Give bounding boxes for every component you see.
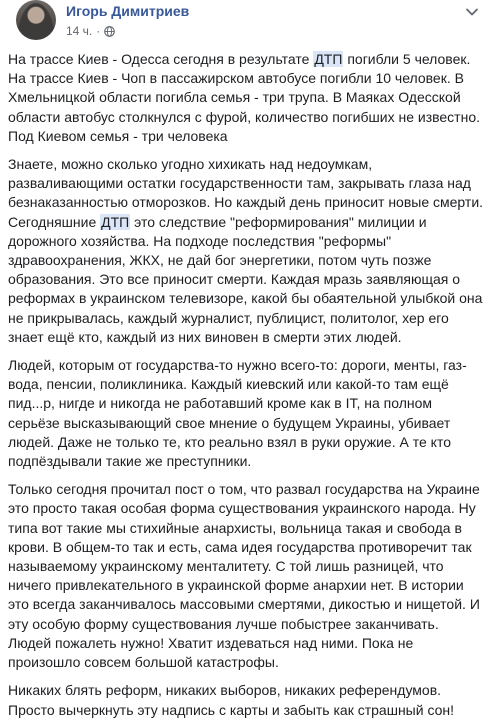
post-header	[8, 0, 488, 50]
post-paragraph	[8, 681, 484, 719]
paragraph-text: Никаких блять реформ, никаких выборов, никаких референдумов. Просто вычеркнуть эту надпись с карты и забыть как страшный сон!	[8, 682, 455, 718]
author-name[interactable]: Игорь Димитриев	[66, 3, 190, 19]
post-time[interactable]: 14 ч.	[66, 24, 93, 38]
paragraph-text: Людей, которым от государства-то нужно всего-то: дороги, менты, газ-вода, пенсии, поликлиника. Каждый киевский или какой-то там ещё пид...р, нигде и никогда не работавший кроме как в IT, на полном серьёзе высказывающий свое мнение о будущем Украины, убивает людей. Даже не только те, кто реально взял в руки оружие. А те кто подпёздывали такие же преступники.	[8, 357, 467, 470]
post-meta	[66, 24, 115, 38]
paragraph-text: На трассе Киев - Одесса сегодня в результате	[8, 51, 314, 67]
avatar[interactable]	[16, 0, 56, 40]
post-paragraph	[8, 480, 484, 672]
highlighted-term[interactable]: ДТП	[314, 51, 343, 67]
paragraph-text: это следствие "реформирования" милиции и дорожного хозяйства. На подходе последствия "реформы" здравоохранения, ЖКХ, не дай бог энергетики, потом чуть позже образования. Это все приносит смерти. Каждая мразь заявляющая о реформах в украинском телевизоре, какой бы обаятельной улыбкой она не прикрывалась, каждый журналист, публицист, политолог, хер его знает ещё кто, каждый из них виновен в смерти этих людей.	[8, 213, 483, 345]
paragraph-text: Знаете, можно сколько угодно хихикать над недоумкам, разваливающими остатки государственности там, закрывать глаза над безнаказанностью отморозков. Но каждый день приносит новые смерти. Сегодняшние	[8, 156, 484, 230]
post-paragraph	[8, 155, 484, 347]
chevron-down-icon[interactable]	[464, 4, 480, 20]
highlighted-term[interactable]: ДТП	[101, 213, 130, 230]
post-paragraph	[8, 50, 484, 146]
paragraph-text: Только сегодня прочитал пост о том, что развал государства на Украине это просто такая особая форма существования украинского народа. Ну типа вот такие мы стихийные анархисты, вольница такая и свобода в крови. В общем-то так и есть, сама идея государства противоречит так называемому украинскому менталитету. С той лишь разницей, что ничего привлекательного в украинской форме анархии нет. В истории это всегда заканчивалось массовыми смертями, дикостью и нищетой. И эту особую форму существования лучше побыстрее заканчивать. Людей пожалеть нужно! Хватит издеваться над ними. Пока не произошло совсем большой катастрофы.	[8, 481, 480, 671]
post-paragraph	[8, 356, 484, 471]
globe-icon[interactable]	[104, 26, 115, 37]
post-text	[8, 50, 488, 720]
meta-separator: ·	[96, 24, 101, 38]
paragraph-text: погибли 5 человек. На трассе Киев - Чоп в пассажирском автобусе погибли 10 человек. В Хмельницкой области погибла семья - три трупа. В Маяках Одесской области автобус столкнулся с фурой, количество погибших не известно. Под Киевом семья - три человека	[8, 51, 480, 144]
